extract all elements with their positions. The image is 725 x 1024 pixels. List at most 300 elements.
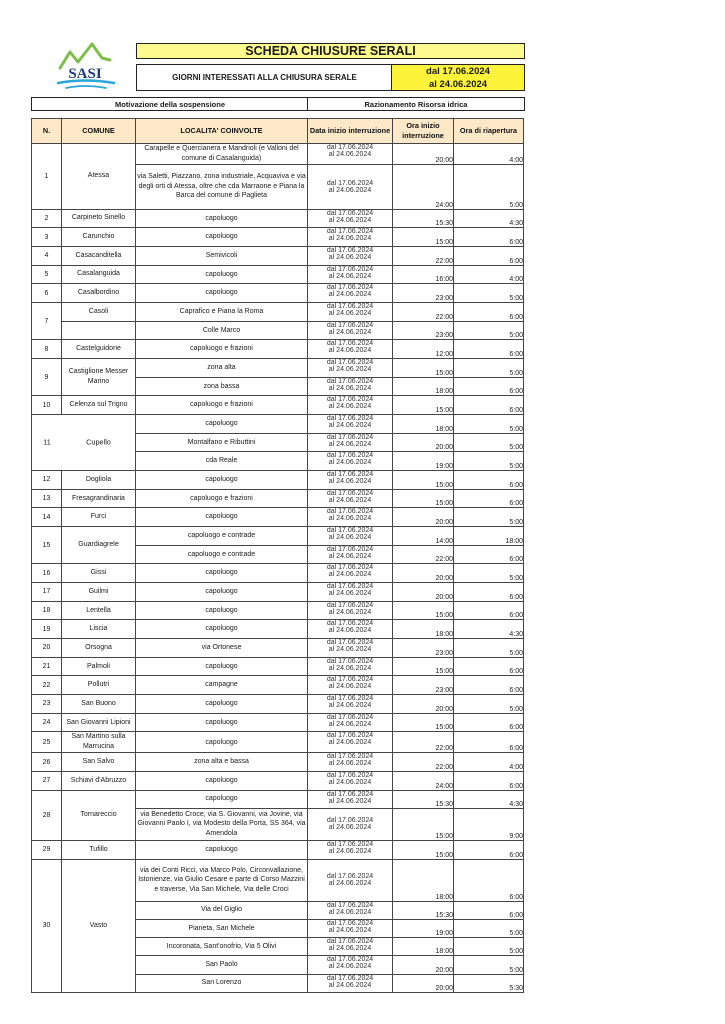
localita: capoluogo — [136, 657, 308, 676]
column-header-ora-inizio: Ora inizio interruzione — [393, 119, 454, 144]
data-inizio — [308, 808, 393, 840]
date-from: dal 17.06.2024 — [326, 919, 374, 927]
date-to: al 24.06.2024 — [328, 421, 372, 429]
date-to: al 24.06.2024 — [328, 440, 372, 448]
date-from: dal 17.06.2024 — [326, 340, 374, 348]
localita: via Saletti, Piazzano, zona industriale, Acquaviva e via degli orti di Atessa, oltre che cda Marraone e Piana la Barca del comune di Paglieta — [136, 164, 308, 209]
localita: capoluogo — [136, 209, 308, 228]
data-inizio — [308, 938, 393, 956]
row-number: 24 — [32, 713, 62, 732]
table-row — [32, 713, 524, 732]
date-to: al 24.06.2024 — [328, 646, 372, 654]
ora-riapertura: 5:00 — [454, 639, 524, 658]
motivation-value: Razionamento Risorsa idrica — [307, 97, 525, 111]
data-inizio — [308, 284, 393, 303]
row-number: 16 — [32, 564, 62, 583]
date-to: al 24.06.2024 — [328, 880, 372, 888]
localita: Semivicoli — [136, 246, 308, 265]
data-inizio — [308, 639, 393, 658]
row-number: 25 — [32, 732, 62, 753]
localita: campagne — [136, 676, 308, 695]
data-inizio — [308, 732, 393, 753]
ora-inizio: 15:00 — [393, 228, 454, 247]
table-row — [32, 209, 524, 228]
table-row — [32, 840, 524, 859]
date-to: al 24.06.2024 — [328, 272, 372, 280]
table-row — [32, 859, 524, 901]
row-number: 20 — [32, 639, 62, 658]
ora-riapertura: 5:00 — [454, 508, 524, 527]
ora-inizio: 24:00 — [393, 772, 454, 791]
date-from: dal 17.06.2024 — [326, 676, 374, 684]
date-from: dal 17.06.2024 — [326, 284, 374, 292]
date-from: dal 17.06.2024 — [326, 583, 374, 591]
localita: capoluogo — [136, 772, 308, 791]
date-from: dal 17.06.2024 — [326, 695, 374, 703]
ora-riapertura: 5:00 — [454, 956, 524, 974]
date-to: al 24.06.2024 — [328, 459, 372, 467]
comune-name: Tornareccio — [62, 790, 136, 840]
date-to: al 24.06.2024 — [328, 683, 372, 691]
table-row — [32, 471, 524, 490]
data-inizio — [308, 620, 393, 639]
data-inizio — [308, 265, 393, 284]
table-row — [32, 302, 524, 321]
ora-riapertura: 5:00 — [454, 321, 524, 340]
days-label: GIORNI INTERESSATI ALLA CHIUSURA SERALE — [136, 64, 392, 91]
localita: Pianeta, San Michele — [136, 919, 308, 937]
date-from: dal 17.06.2024 — [326, 246, 374, 254]
date-from: dal 17.06.2024 — [326, 601, 374, 609]
data-inizio — [308, 489, 393, 508]
data-inizio — [308, 377, 393, 396]
localita: capoluogo — [136, 228, 308, 247]
comune-empty-cell — [62, 321, 136, 340]
localita: capoluogo — [136, 620, 308, 639]
comune-name: San Giovanni Lipioni — [62, 713, 136, 732]
localita: Via del Giglio — [136, 901, 308, 919]
sasi-logo — [52, 40, 118, 92]
date-from: dal 17.06.2024 — [326, 433, 374, 441]
comune-name: Casoli — [62, 302, 136, 321]
ora-inizio: 14:00 — [393, 527, 454, 546]
localita: Incoronata, Sant'onofrio, Via 5 Olivi — [136, 938, 308, 956]
table-row — [32, 508, 524, 527]
comune-name: Tufillo — [62, 840, 136, 859]
localita: via dei Conti Ricci, via Marco Polo, Circonvallazione, Istonienze, via Giulio Cesare e parte di Corso Mazzini e traverse, Via San Michele, Via delle Croci — [136, 859, 308, 901]
row-number: 5 — [32, 265, 62, 284]
comune-name: Castelguidone — [62, 340, 136, 359]
ora-inizio: 23:00 — [393, 321, 454, 340]
localita: capoluogo — [136, 713, 308, 732]
localita: capoluogo e frazioni — [136, 340, 308, 359]
ora-riapertura: 6:00 — [454, 901, 524, 919]
ora-inizio: 23:00 — [393, 676, 454, 695]
table-row — [32, 639, 524, 658]
date-from: dal 17.06.2024 — [326, 639, 374, 647]
table-row — [32, 676, 524, 695]
ora-riapertura: 5:00 — [454, 452, 524, 471]
ora-riapertura: 6:00 — [454, 396, 524, 415]
column-header-localita: LOCALITA' COINVOLTE — [136, 119, 308, 144]
date-to: al 24.06.2024 — [328, 216, 372, 224]
date-to: al 24.06.2024 — [328, 720, 372, 728]
comune-name: Schiavi d'Abruzzo — [62, 772, 136, 791]
date-to: al 24.06.2024 — [328, 291, 372, 299]
date-to: al 24.06.2024 — [328, 664, 372, 672]
data-inizio — [308, 340, 393, 359]
date-from: dal 17.06.2024 — [326, 732, 374, 740]
localita: via Benedetto Croce, via S. Giovanni, via Jovine, via Giovanni Paolo I, via Modesto della Porta, SS 364, via Amendola — [136, 808, 308, 840]
localita: capoluogo — [136, 790, 308, 808]
data-inizio — [308, 209, 393, 228]
row-number: 9 — [32, 358, 62, 395]
ora-riapertura: 9:00 — [454, 808, 524, 840]
row-number: 23 — [32, 695, 62, 714]
date-from: dal 17.06.2024 — [326, 772, 374, 780]
table-row — [32, 489, 524, 508]
ora-inizio: 20:00 — [393, 583, 454, 602]
localita: Montalfano e Ributtini — [136, 433, 308, 452]
localita: capoluogo e frazioni — [136, 489, 308, 508]
date-to: al 24.06.2024 — [328, 963, 372, 971]
data-inizio — [308, 859, 393, 901]
data-inizio — [308, 358, 393, 377]
date-from: dal 17.06.2024 — [326, 377, 374, 385]
date-to: al 24.06.2024 — [328, 779, 372, 787]
ora-riapertura: 6:00 — [454, 340, 524, 359]
logo-text: SASI — [68, 66, 102, 82]
ora-inizio: 12:00 — [393, 340, 454, 359]
date-to: al 24.06.2024 — [328, 981, 372, 989]
date-from: dal 17.06.2024 — [326, 840, 374, 848]
ora-riapertura: 5:00 — [454, 433, 524, 452]
date-to: al 24.06.2024 — [328, 186, 372, 194]
comune-name: Dogliola — [62, 471, 136, 490]
date-to: al 24.06.2024 — [328, 702, 372, 710]
comune-name: Carpineto Sinello — [62, 209, 136, 228]
data-inizio — [308, 144, 393, 165]
date-to: al 24.06.2024 — [328, 309, 372, 317]
date-to: al 24.06.2024 — [328, 403, 372, 411]
localita: capoluogo — [136, 414, 308, 433]
ora-riapertura: 6:00 — [454, 713, 524, 732]
localita: via Ortonese — [136, 639, 308, 658]
ora-inizio: 15:00 — [393, 358, 454, 377]
row-number: 27 — [32, 772, 62, 791]
localita: Colle Marco — [136, 321, 308, 340]
ora-inizio: 15:00 — [393, 601, 454, 620]
data-inizio — [308, 676, 393, 695]
water-wave-icon — [58, 81, 114, 84]
ora-inizio: 20:00 — [393, 974, 454, 992]
date-from: dal 17.06.2024 — [326, 974, 374, 982]
localita: cda Reale — [136, 452, 308, 471]
table-row — [32, 790, 524, 808]
comune-name: Atessa — [62, 144, 136, 210]
comune-name: Liscia — [62, 620, 136, 639]
sasi-logo-graphic — [52, 40, 118, 92]
date-from: dal 17.06.2024 — [326, 753, 374, 761]
data-inizio — [308, 695, 393, 714]
ora-riapertura: 6:00 — [454, 377, 524, 396]
ora-inizio: 20:00 — [393, 956, 454, 974]
localita: capoluogo — [136, 583, 308, 602]
ora-inizio: 20:00 — [393, 144, 454, 165]
row-number: 21 — [32, 657, 62, 676]
row-number: 10 — [32, 396, 62, 415]
data-inizio — [308, 657, 393, 676]
date-to: al 24.06.2024 — [328, 515, 372, 523]
ora-inizio: 20:00 — [393, 433, 454, 452]
date-from: dal 17.06.2024 — [326, 471, 374, 478]
ora-inizio: 18:00 — [393, 859, 454, 901]
comune-name: Casacanditella — [62, 246, 136, 265]
date-to: al 24.06.2024 — [328, 926, 372, 934]
data-inizio — [308, 840, 393, 859]
row-number: 1 — [32, 144, 62, 210]
ora-riapertura: 6:00 — [454, 246, 524, 265]
date-to: al 24.06.2024 — [328, 328, 372, 336]
ora-inizio: 22:00 — [393, 302, 454, 321]
ora-riapertura: 6:00 — [454, 583, 524, 602]
data-inizio — [308, 164, 393, 209]
ora-inizio: 15:30 — [393, 209, 454, 228]
date-to: al 24.06.2024 — [328, 151, 372, 158]
ora-inizio: 22:00 — [393, 732, 454, 753]
ora-inizio: 15:30 — [393, 901, 454, 919]
table-row — [32, 144, 524, 165]
comune-name: Casalanguida — [62, 265, 136, 284]
column-header-comune: COMUNE — [62, 119, 136, 144]
comune-name: Casalbordino — [62, 284, 136, 303]
ora-riapertura: 5:00 — [454, 164, 524, 209]
ora-inizio: 22:00 — [393, 246, 454, 265]
comune-merged-cell — [32, 414, 136, 470]
table-row — [32, 265, 524, 284]
data-inizio — [308, 228, 393, 247]
date-from: dal 17.06.2024 — [326, 901, 374, 909]
table-row — [32, 414, 524, 433]
ora-riapertura: 6:00 — [454, 471, 524, 490]
table-row — [32, 358, 524, 377]
ora-riapertura: 5:00 — [454, 414, 524, 433]
ora-riapertura: 6:00 — [454, 840, 524, 859]
data-inizio — [308, 452, 393, 471]
table-row — [32, 601, 524, 620]
date-to: al 24.06.2024 — [328, 797, 372, 805]
ora-riapertura: 5:00 — [454, 284, 524, 303]
ora-riapertura: 6:00 — [454, 676, 524, 695]
localita: capoluogo e contrade — [136, 527, 308, 546]
ora-inizio: 22:00 — [393, 545, 454, 564]
comune-name: Pollutri — [62, 676, 136, 695]
ora-inizio: 16:00 — [393, 265, 454, 284]
date-to: al 24.06.2024 — [328, 534, 372, 542]
row-number: 29 — [32, 840, 62, 859]
table-row — [32, 228, 524, 247]
date-to: al 24.06.2024 — [328, 235, 372, 243]
data-inizio — [308, 713, 393, 732]
data-inizio — [308, 396, 393, 415]
date-from: dal 17.06.2024 — [326, 209, 374, 217]
date-to: al 24.06.2024 — [328, 365, 372, 373]
table-row — [32, 527, 524, 546]
ora-inizio: 18:00 — [393, 620, 454, 639]
comune-name: Guardiagrele — [62, 527, 136, 564]
ora-riapertura: 6:00 — [454, 228, 524, 247]
ora-riapertura: 6:00 — [454, 545, 524, 564]
row-number: 4 — [32, 246, 62, 265]
date-from: dal 17.06.2024 — [326, 144, 374, 151]
mountain-icon — [60, 44, 110, 68]
ora-riapertura: 4:00 — [454, 753, 524, 772]
date-from: dal 17.06.2024 — [326, 713, 374, 721]
comune-name: Guilmi — [62, 583, 136, 602]
table-row — [32, 564, 524, 583]
ora-riapertura: 5:00 — [454, 919, 524, 937]
comune-name: Orsogna — [62, 639, 136, 658]
ora-riapertura: 6:00 — [454, 302, 524, 321]
data-inizio — [308, 545, 393, 564]
data-inizio — [308, 527, 393, 546]
comune-name: Castiglione Messer Marino — [62, 358, 136, 395]
row-number: 19 — [32, 620, 62, 639]
date-from: dal 17.06.2024 — [326, 321, 374, 329]
date-to: al 24.06.2024 — [328, 253, 372, 261]
row-number: 12 — [32, 471, 62, 490]
ora-riapertura: 6:00 — [454, 657, 524, 676]
localita: zona alta e bassa — [136, 753, 308, 772]
table-row — [32, 583, 524, 602]
comune-name: San Buono — [62, 695, 136, 714]
data-inizio — [308, 433, 393, 452]
localita: Carapelle e Quercianera e Mandrioli (e Valloni del comune di Casalanguida) — [136, 144, 308, 165]
localita: zona alta — [136, 358, 308, 377]
ora-inizio: 15:00 — [393, 396, 454, 415]
date-from: dal 17.06.2024 — [326, 545, 374, 553]
ora-riapertura: 5:00 — [454, 564, 524, 583]
data-inizio — [308, 772, 393, 791]
ora-riapertura: 5:00 — [454, 938, 524, 956]
ora-inizio: 19:00 — [393, 452, 454, 471]
date-to: al 24.06.2024 — [328, 945, 372, 953]
ora-inizio: 15:00 — [393, 808, 454, 840]
row-number: 30 — [32, 859, 62, 992]
date-from: dal 17.06.2024 — [326, 228, 374, 236]
localita: capoluogo — [136, 265, 308, 284]
table-row — [32, 772, 524, 791]
data-inizio — [308, 753, 393, 772]
row-number: 15 — [32, 527, 62, 564]
date-to: al 24.06.2024 — [328, 627, 372, 635]
localita: San Lorenzo — [136, 974, 308, 992]
date-from: dal 17.06.2024 — [326, 396, 374, 404]
localita: Caprafico e Piana la Roma — [136, 302, 308, 321]
data-inizio — [308, 302, 393, 321]
data-inizio — [308, 901, 393, 919]
data-inizio — [308, 508, 393, 527]
ora-inizio: 24:00 — [393, 164, 454, 209]
ora-riapertura: 6:00 — [454, 732, 524, 753]
ora-inizio: 18:00 — [393, 414, 454, 433]
ora-inizio: 15:30 — [393, 790, 454, 808]
closures-table — [31, 118, 524, 993]
date-from: dal 17.06.2024 — [326, 179, 374, 187]
row-number: 11 — [43, 437, 51, 447]
date-to: al 24.06.2024 — [328, 824, 372, 832]
comune-name: Gissi — [62, 564, 136, 583]
data-inizio — [308, 974, 393, 992]
localita: capoluogo e frazioni — [136, 396, 308, 415]
comune-name: San Salvo — [62, 753, 136, 772]
data-inizio — [308, 471, 393, 490]
ora-inizio: 18:00 — [393, 938, 454, 956]
date-to: al 24.06.2024 — [328, 760, 372, 768]
data-inizio — [308, 564, 393, 583]
date-from: dal 17.06.2024 — [326, 265, 374, 273]
comune-name: Cupello — [86, 437, 111, 447]
data-inizio — [308, 956, 393, 974]
date-from: dal 17.06.2024 — [326, 564, 374, 572]
ora-inizio: 15:00 — [393, 471, 454, 490]
date-to: al 24.06.2024 — [328, 384, 372, 392]
localita: capoluogo — [136, 840, 308, 859]
ora-inizio: 15:00 — [393, 713, 454, 732]
data-inizio — [308, 583, 393, 602]
date-from: dal 17.06.2024 — [326, 489, 374, 497]
date-from: dal 17.06.2024 — [426, 65, 490, 77]
date-to: al 24.06.2024 — [328, 496, 372, 504]
ora-riapertura: 5:30 — [454, 974, 524, 992]
comune-name: Celenza sul Trigno — [62, 396, 136, 415]
date-from: dal 17.06.2024 — [326, 817, 374, 825]
data-inizio — [308, 790, 393, 808]
page-title: SCHEDA CHIUSURE SERALI — [136, 43, 525, 59]
date-to: al 24.06.2024 — [428, 78, 488, 90]
ora-riapertura: 4:30 — [454, 209, 524, 228]
ora-riapertura: 4:30 — [454, 620, 524, 639]
row-number: 28 — [32, 790, 62, 840]
table-row — [32, 284, 524, 303]
ora-riapertura: 18:00 — [454, 527, 524, 546]
date-from: dal 17.06.2024 — [326, 527, 374, 535]
date-to: al 24.06.2024 — [328, 552, 372, 560]
localita: capoluogo — [136, 284, 308, 303]
row-number: 14 — [32, 508, 62, 527]
table-header-row — [32, 119, 524, 144]
motivation-label: Motivazione della sospensione — [31, 97, 308, 111]
date-from: dal 17.06.2024 — [326, 938, 374, 946]
data-inizio — [308, 246, 393, 265]
date-to: al 24.06.2024 — [328, 590, 372, 598]
ora-riapertura: 6:00 — [454, 489, 524, 508]
date-range — [391, 64, 525, 91]
date-to: al 24.06.2024 — [328, 739, 372, 747]
ora-riapertura: 5:00 — [454, 695, 524, 714]
row-number: 26 — [32, 753, 62, 772]
ora-riapertura: 4:30 — [454, 790, 524, 808]
column-header-ora-riapertura: Ora di riapertura — [454, 119, 524, 144]
table-row — [32, 753, 524, 772]
date-to: al 24.06.2024 — [328, 478, 372, 485]
localita: zona bassa — [136, 377, 308, 396]
comune-name: Carunchio — [62, 228, 136, 247]
ora-inizio: 20:00 — [393, 508, 454, 527]
comune-name: Furci — [62, 508, 136, 527]
row-number: 3 — [32, 228, 62, 247]
localita: capoluogo — [136, 601, 308, 620]
